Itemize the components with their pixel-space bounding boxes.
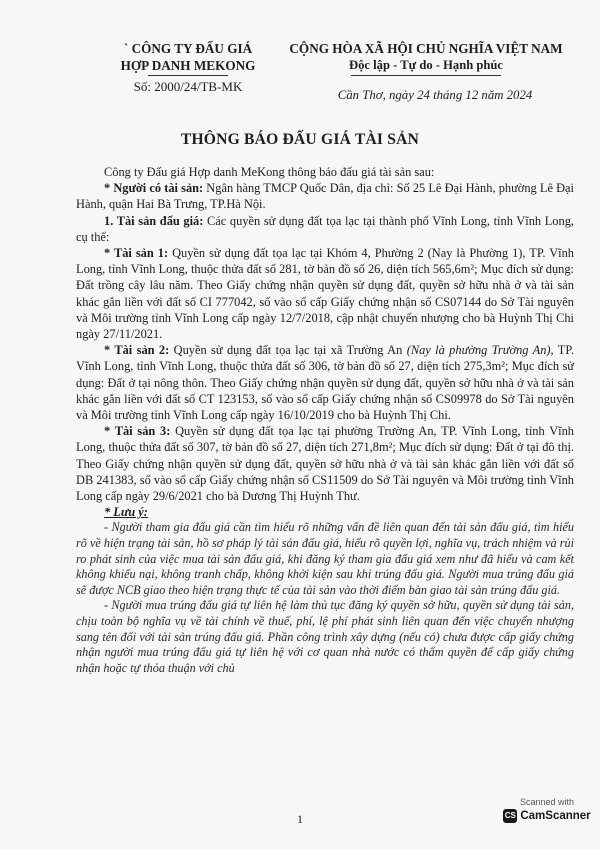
asset3-label: * Tài sản 3:: [104, 424, 171, 439]
note-title: * Lưu ý:: [104, 505, 148, 520]
company-header: [88, 40, 288, 95]
document-number: Số: 2000/24/TB-MK: [133, 79, 243, 94]
note-2: - Người mua trúng đấu giá tự liên hệ làm thủ tục đăng ký quyền sở hữu, quyền sử dụng tài sản, chịu toàn bộ nghĩa vụ về tài chính về thuế, phí, lệ phí phát sinh liên quan đến việc chuyển nhượng sang tên đối với tài sản trúng đấu giá. Phần công trình xây dựng (nếu có) chưa được cấp giấy chứng nhận người mua trúng đấu giá tự liên hệ với cơ quan nhà nước có thẩm quyền để cấp giấy chứng nhận hoặc tự thỏa thuận với chủ: [76, 598, 574, 675]
document-title: THÔNG BÁO ĐẤU GIÁ TÀI SẢN: [180, 131, 420, 148]
asset2-text-b: , TP. Vĩnh Long, tỉnh Vĩnh Long, thuộc thửa đất số 306, tờ bản đồ số 27, diện tích 275,3m²; Mục đích sử dụng: Đất ở tại nông thôn. Theo Giấy chứng nhận quyền sử dụng đất, quyền sở hữu nhà ở và tài sản khác gắn liền với đất số CT 123153, số vào sổ cấp Giấy chứng nhận số CS09978 do Sở Tài nguyên và Môi trường tỉnh Vĩnh Long cấp ngày 16/10/2019 cho bà Huỳnh Thị Chi.: [76, 343, 574, 423]
camscanner-brand: [502, 809, 592, 823]
nation-motto: Độc lập - Tự do - Hạnh phúc: [349, 58, 503, 72]
owner-text: Ngân hàng TMCP Quốc Dân, địa chỉ: Số 25 Lê Đại Hành, phường Lê Đại Hành, quận Hai Bà Trưng, TP.Hà Nội.: [76, 181, 574, 212]
camscanner-logo-icon: CS: [503, 809, 517, 823]
company-name-line2: HỢP DANH MEKONG: [120, 58, 256, 73]
asset1-paragraph: [76, 245, 574, 342]
asset-text: Các quyền sử dụng đất tọa lạc tại thành phố Vĩnh Long, tỉnh Vĩnh Long, cụ thể:: [76, 213, 574, 244]
asset3-paragraph: [76, 423, 574, 504]
asset1-label: * Tài sản 1:: [104, 246, 169, 261]
asset-label: 1. Tài sản đấu giá:: [104, 213, 204, 228]
note-1: - Người tham gia đấu giá cần tìm hiểu rõ những vấn đề liên quan đến tài sản đấu giá, tìm hiểu rõ về hiện trạng tài sản, hồ sơ pháp lý tài sản đấu giá, hiểu rõ quyền lợi, nghĩa vụ, trách nhiệm và rủi ro phát sinh của việc mua tài sản đấu giá, khi đăng ký tham gia đấu giá xem như đã hiểu và cam kết không khiếu nại, không tranh chấp, không khởi kiện sau khi trúng đấu giá. Người mua trúng đấu giá sẽ được NCB giao theo hiện trạng thực tế của tài sản vào thời điểm bàn giao tài sản trúng đấu giá.: [76, 520, 574, 597]
camscanner-brand-name: CamScanner: [520, 810, 591, 822]
company-name-line1: ` CÔNG TY ĐẤU GIÁ: [123, 41, 253, 56]
asset2-text-italic: (Nay là phường Trường An): [406, 343, 551, 358]
asset1-text: Quyền sử dụng đất tọa lạc tại Khóm 4, Phường 2 (Nay là Phường 1), TP. Vĩnh Long, tỉnh Vĩnh Long, thuộc thửa đất số 281, tờ bản đồ số 26, diện tích 565,6m²; Mục đích sử dụng: Đất trồng cây lâu năm. Theo Giấy chứng nhận quyền sử dụng đất, quyền sở hữu nhà ở và tài sản khác gắn liền với đất số CI 777042, số vào sổ cấp Giấy chứng nhận số CS07144 do Sở Tài nguyên và Môi trường tỉnh Vĩnh Long cấp ngày 12/7/2018, cập nhật chuyển nhượng cho bà Huỳnh Thị Chi ngày 27/11/2021.: [76, 246, 574, 342]
asset2-text-a: Quyền sử dụng đất tọa lạc tại xã Trường An: [169, 343, 407, 358]
scanned-with-label: Scanned with: [519, 797, 575, 807]
page-number: 1: [297, 812, 303, 826]
asset2-paragraph: [76, 342, 574, 423]
header-divider-right: [351, 75, 501, 76]
document-date: Cần Thơ, ngày 24 tháng 12 năm 2024: [337, 88, 533, 102]
asset3-text: Quyền sử dụng đất tọa lạc tại phường Trường An, TP. Vĩnh Long, tỉnh Vĩnh Long, thuộc thửa đất số 307, tờ bản đồ số 27, diện tích 271,8m²; Mục đích sử dụng: Đất ở tại đô thị. Theo Giấy chứng nhận quyền sử dụng đất, quyền sở hữu nhà ở và tài sản khác gắn liền với đất số DB 241383, số vào sổ cấp Giấy chứng nhận số CS11509 do Sở Tài nguyên và Môi trường tỉnh Vĩnh Long cấp ngày 29/6/2021 cho bà Dương Thị Huỳnh Thư.: [76, 424, 574, 504]
intro-paragraph: Công ty Đấu giá Hợp danh MeKong thông báo đấu giá tài sản sau:: [104, 165, 435, 179]
owner-label: * Người có tài sản:: [104, 181, 204, 196]
notes-section: [76, 520, 574, 676]
asset-paragraph: [76, 213, 574, 245]
document-body: [76, 164, 574, 676]
owner-paragraph: [76, 180, 574, 212]
nation-name: CỘNG HÒA XÃ HỘI CHỦ NGHĨA VIỆT NAM: [289, 41, 563, 56]
nation-header: [282, 40, 570, 76]
asset2-label: * Tài sản 2:: [104, 343, 170, 358]
header-divider-left: [148, 75, 228, 76]
camscanner-watermark: [502, 797, 592, 823]
note-title-paragraph: [76, 504, 574, 520]
